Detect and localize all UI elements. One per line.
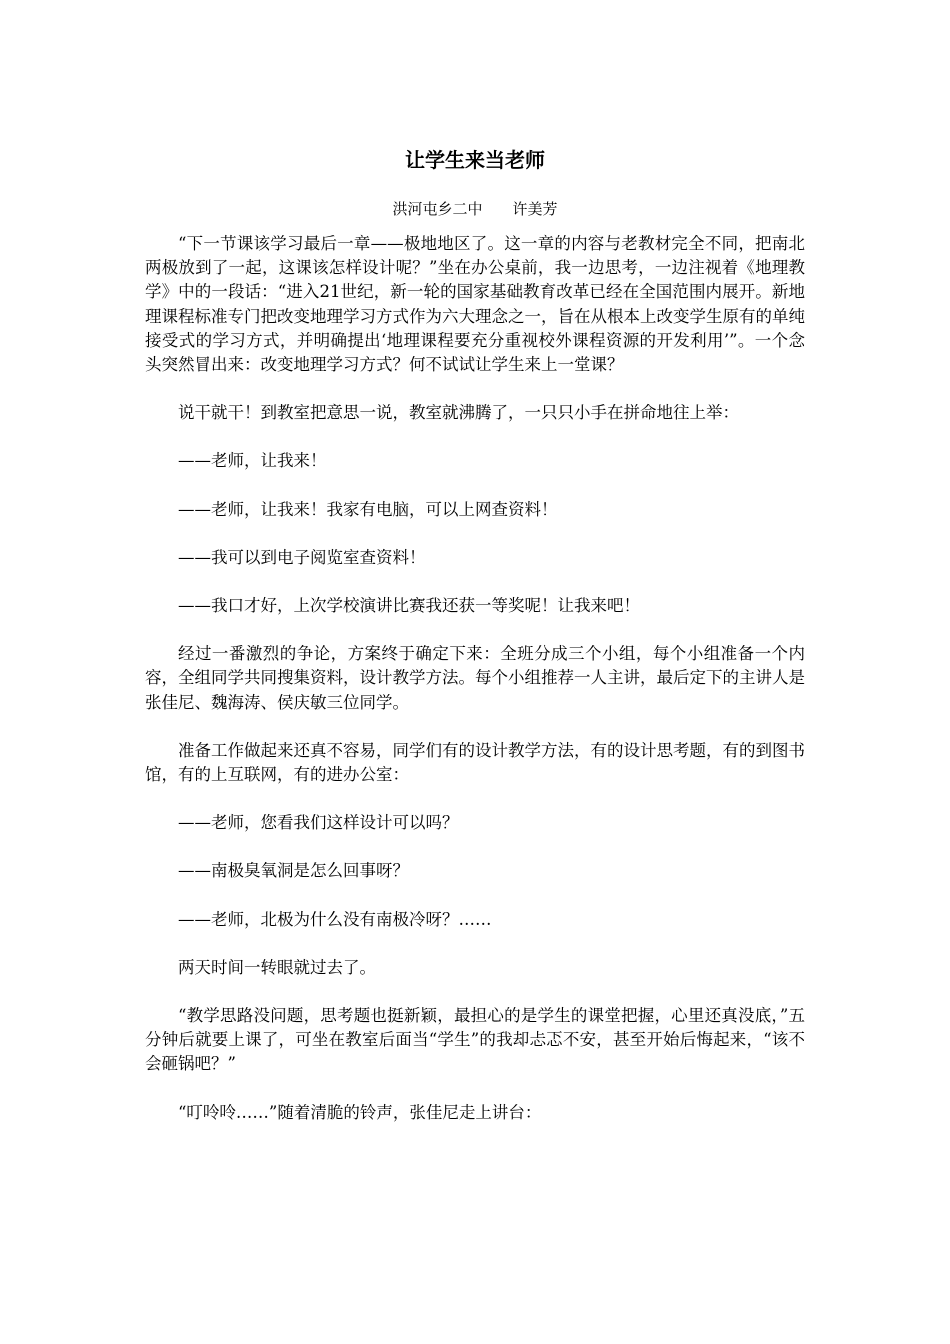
paragraph: “叮呤呤……”随着清脆的铃声，张佳尼走上讲台：: [178, 1102, 542, 1122]
paragraph: ——我口才好，上次学校演讲比赛我还获一等奖呢！让我来吧！: [178, 596, 640, 616]
paragraph: ——老师，让我来！我家有电脑，可以上网查资料！: [178, 499, 558, 519]
paragraph: ——老师，您看我们这样设计可以吗？: [178, 813, 459, 833]
paragraph: ——南极臭氧洞是怎么回事呀？: [178, 861, 409, 881]
document-title: 让学生来当老师: [405, 148, 545, 172]
document-byline: 洪河屯乡二中 许美芳: [392, 200, 558, 218]
paragraph: 说干就干！到教室把意思一说，教室就沸腾了，一只只小手在拼命地往上举：: [178, 403, 739, 423]
paragraph: “下一节课该学习最后一章——极地地区了。这一章的内容与老教材完全不同，把南北两极放到了一起，这课该怎样设计呢？”坐在办公桌前，我一边思考，一边注视着《地理教学》中的一段话：“进入21世纪，新一轮的国家基础教育改革已经在全国范围内展开。新地理课程标准专门把改变地理学习方式作为六大理念之一，旨在从根本上改变学生原有的单纯接受式的学习方式，并明确提出‘地理课程要充分重视校外课程资源的开发利用’”。一个念头突然冒出来：改变地理学习方式？何不试试让学生来上一堂课？: [145, 234, 805, 375]
paragraph: 经过一番激烈的争论，方案终于确定下来：全班分成三个小组，每个小组准备一个内容，全组同学共同搜集资料，设计教学方法。每个小组推荐一人主讲，最后定下的主讲人是张佳尼、魏海涛、侯庆敏三位同学。: [145, 644, 805, 712]
document-body: [145, 232, 805, 1149]
paragraph: 两天时间一转眼就过去了。: [178, 957, 376, 977]
paragraph: ——我可以到电子阅览室查资料！: [178, 547, 426, 567]
paragraph: 准备工作做起来还真不容易，同学们有的设计教学方法，有的设计思考题，有的到图书馆，有的上互联网，有的进办公室：: [145, 740, 805, 785]
paragraph: ——老师，北极为什么没有南极冷呀？……: [178, 909, 492, 929]
paragraph: ——老师，让我来！: [178, 451, 327, 471]
paragraph: “教学思路没问题，思考题也挺新颖，最担心的是学生的课堂把握，心里还真没底，”五分钟后就要上课了，可坐在教室后面当“学生”的我却忐忑不安，甚至开始后悔起来，“该不会砸锅吧？”: [145, 1006, 805, 1074]
